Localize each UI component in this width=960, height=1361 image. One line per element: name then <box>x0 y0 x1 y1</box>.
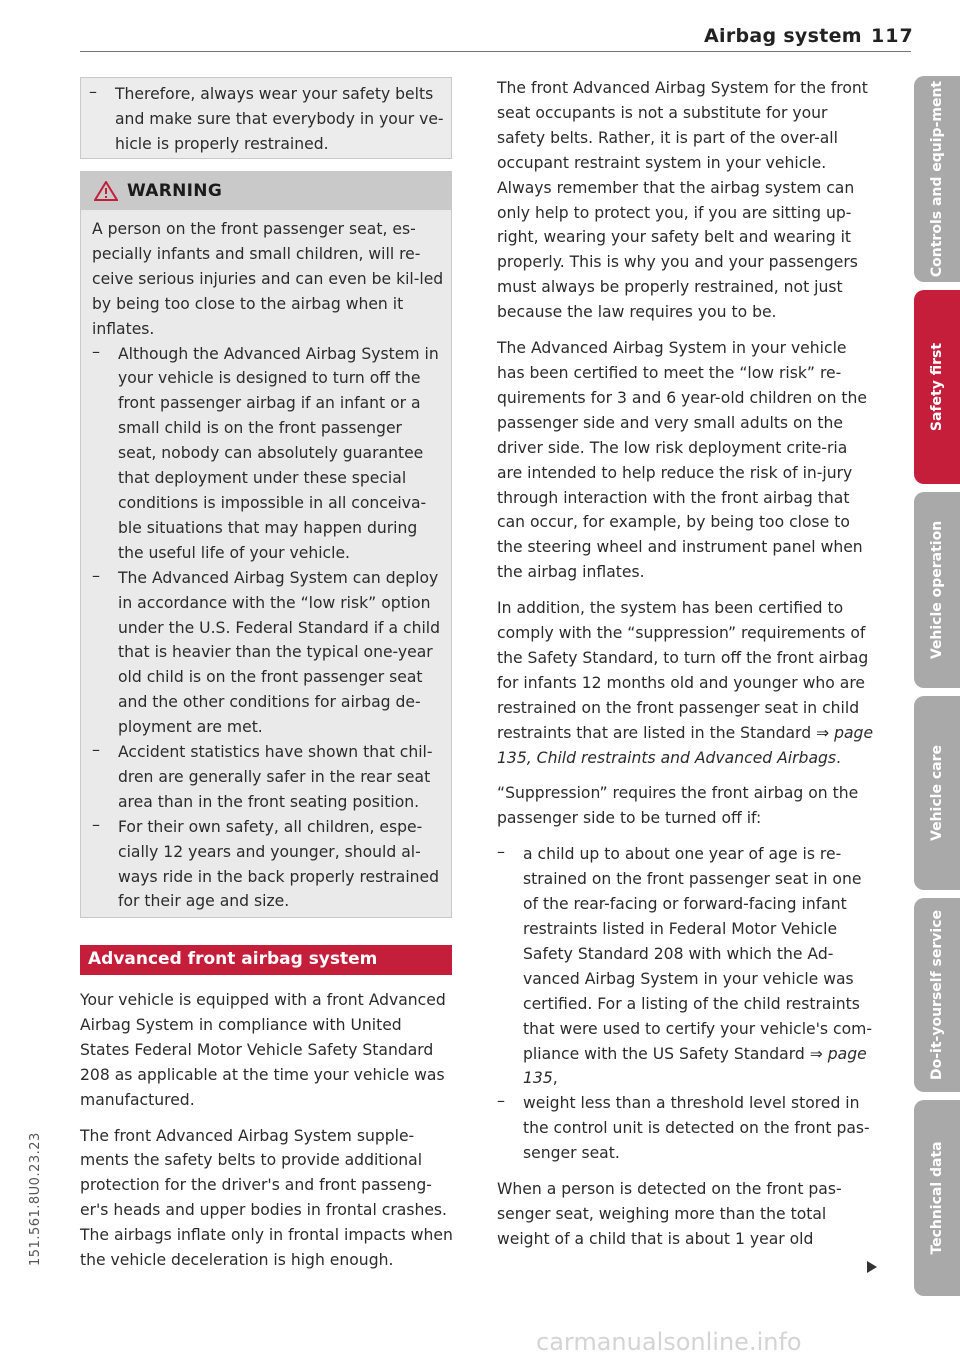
paragraph: The front Advanced Airbag System for the front seat occupants is not a substitute for your safety belts. Rather, it is part of the over-all occupant restraint system in your vehicle. Always remember that the airbag system can only help to protect you, if you are sitting up-right, wearing your safety belt and wearing it properly. This is why you and your passengers must always be properly restrained, not just because the law requires you to be. <box>497 79 868 322</box>
section-heading <box>80 945 452 975</box>
tab-do-it-yourself-service[interactable]: Do-it-yourself service <box>914 898 960 1092</box>
paragraph: The Advanced Airbag System in your vehicle has been certified to meet the “low risk” re-quirements for 3 and 6 year-old children on the passenger side and very small adults on the driver side. The low risk deployment crite-ria are intended to help reduce the risk of in-jury through interaction with the front airbag that can occur, for example, by being too close to the steering wheel and instrument panel when the airbag inflates. <box>497 339 868 582</box>
tab-technical-data[interactable]: Technical data <box>914 1100 960 1296</box>
paragraph: The front Advanced Airbag System supple-ments the safety belts to provide additional protection for the driver's and front passeng-er's heads and upper bodies in frontal crashes. The airbags inflate only in frontal impacts when the vehicle deceleration is high enough. <box>80 1126 453 1270</box>
continue-arrow-icon <box>866 1260 878 1274</box>
list-item: – weight less than a threshold level stored in the control unit is detected on the front pas-senger seat. <box>497 1091 870 1163</box>
tab-vehicle-care[interactable]: Vehicle care <box>914 696 960 890</box>
warning-item: – Although the Advanced Airbag System in your vehicle is designed to turn off the front passenger airbag if an infant or a small child is on the front passenger seat, nobody can absolutely guarantee that deployment under these special conditions is impossible in all conceiva-ble situations that may happen during the useful life of your vehicle. <box>92 341 439 562</box>
paragraph: Your vehicle is equipped with a front Advanced Airbag System in compliance with United States Federal Motor Vehicle Safety Standard 208 as applicable at the time your vehicle was manufactured. <box>80 991 446 1109</box>
paragraph: “Suppression” requires the front airbag on the passenger side to be turned off if: <box>497 784 859 828</box>
warning-intro: A person on the front passenger seat, es-pecially infants and small children, will re-ceive serious injuries and can even be kil-led by being too close to the airbag when it inflates. <box>92 220 444 338</box>
note-item: – Therefore, always wear your safety belts and make sure that everybody in your ve-hicle is properly restrained. <box>89 82 444 153</box>
warning-label: WARNING <box>127 181 223 201</box>
tab-controls-and-equipment[interactable]: Controls and equip-ment <box>914 76 960 282</box>
list-item: – a child up to about one year of age is re-strained on the front passenger seat in one of the rear-facing or forward-facing infant restraints listed in Federal Motor Vehicle Safety Standard 208 with which the Ad-vanced Airbag System in your vehicle was certified. For a listing of the child restraints that were used to certify your vehicle's com-pliance with the US Safety Standard ⇒ page 135, <box>497 842 872 1088</box>
note-box <box>80 77 452 159</box>
warning-body <box>92 217 444 914</box>
page-header-title: Airbag system <box>704 25 862 47</box>
page-number: 117 <box>871 25 914 47</box>
document-code: 151.561.8U0.23.23 <box>28 1132 43 1266</box>
warning-item: – Accident statistics have shown that chil-dren are generally safer in the rear seat area than in the front seating position. <box>92 740 433 811</box>
tab-vehicle-operation[interactable]: Vehicle operation <box>914 492 960 688</box>
warning-item: – The Advanced Airbag System can deploy in accordance with the “low risk” option under the U.S. Federal Standard if a child that is heavier than the typical one-year old child is on the front passenger seat and the other conditions for airbag de-ployment are met. <box>92 565 441 737</box>
page-reference-link[interactable]: ⇒ page 135, Child restraints and Advanced Airbags <box>497 723 874 767</box>
bullet-dash: – <box>89 82 97 101</box>
paragraph: When a person is detected on the front pas-senger seat, weighing more than the total weight of a child that is about 1 year old <box>497 1180 842 1248</box>
tab-safety-first[interactable]: Safety first <box>914 290 960 484</box>
warning-triangle-icon <box>94 181 118 201</box>
warning-box <box>80 171 452 918</box>
left-column-text <box>80 988 455 1273</box>
watermark: carmanualsonline.info <box>536 1328 802 1356</box>
right-column-text <box>497 76 877 1252</box>
warning-header <box>81 172 451 210</box>
section-title: Advanced front airbag system <box>88 949 378 969</box>
warning-item: – For their own safety, all children, espe-cially 12 years and younger, should al-ways ride in the back properly restrained for their age and size. <box>92 814 440 911</box>
paragraph: In addition, the system has been certified to comply with the “suppression” requirements of the Safety Standard, to turn off the front airbag for infants 12 months old and younger who are restrained on the front passenger seat in child restraints that are listed in the Standard ⇒ page 135, Child restraints and Advanced Airbags. <box>497 599 874 767</box>
header-rule <box>80 51 911 52</box>
page-reference-link[interactable]: ⇒ page 135 <box>523 1044 867 1088</box>
